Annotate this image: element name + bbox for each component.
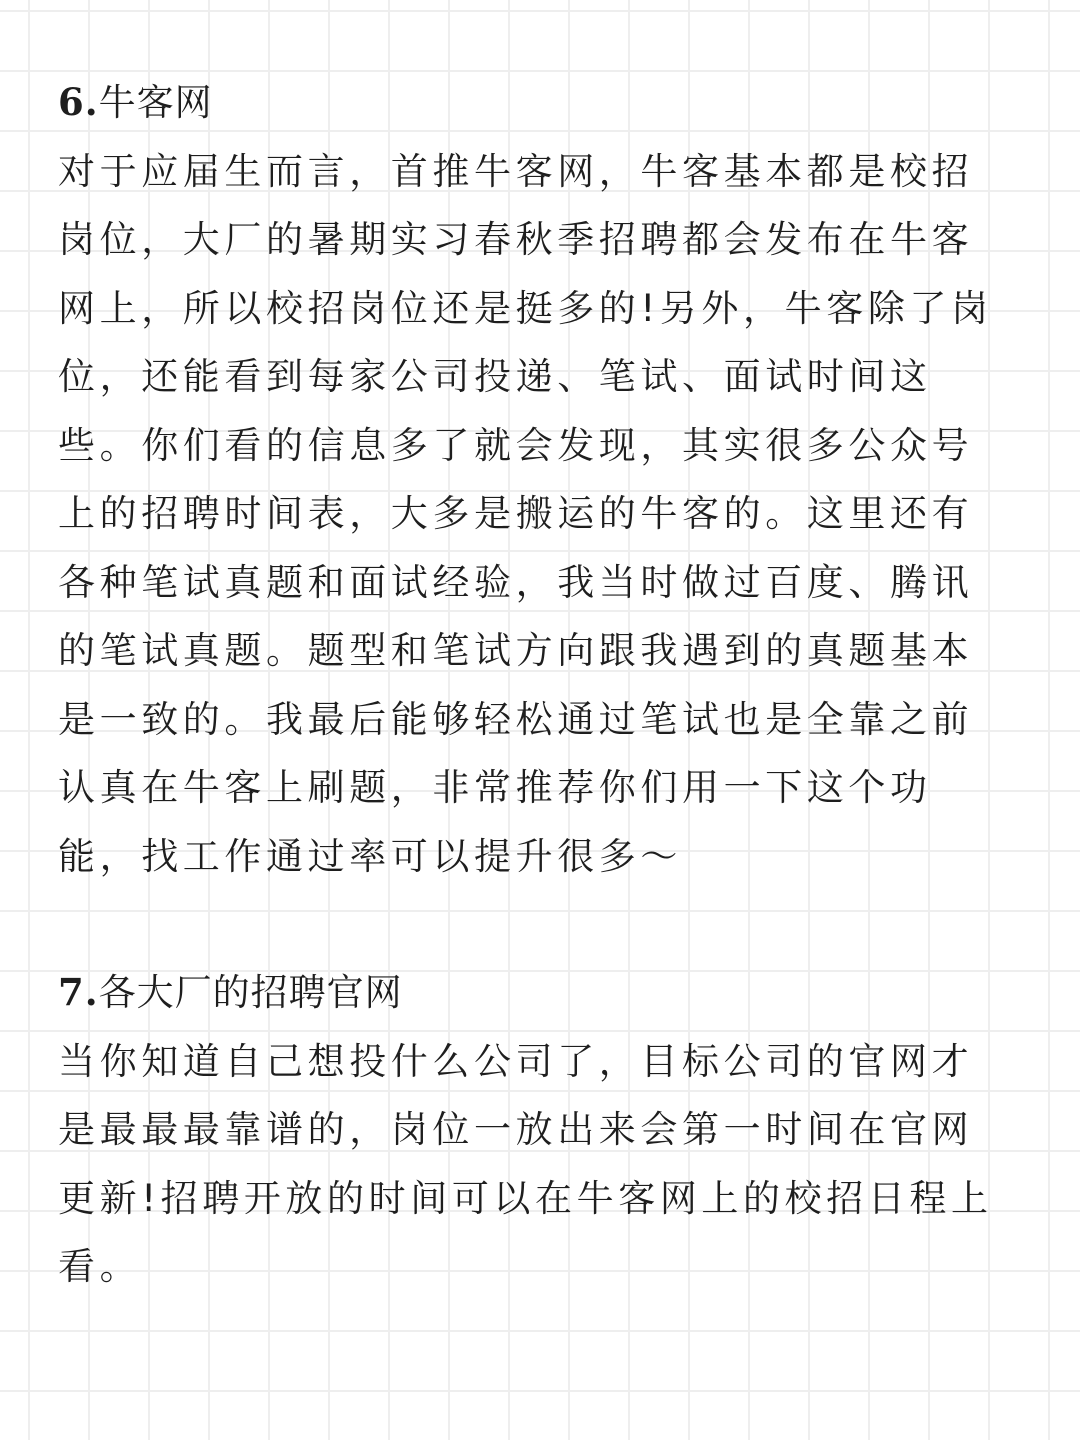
section-title — [58, 958, 1022, 1028]
section-title — [58, 68, 1022, 138]
paragraph-line: 的笔试真题。题型和笔试方向跟我遇到的真题基本 — [58, 629, 974, 672]
paragraph-line: 岗位，大厂的暑期实习春秋季招聘都会发布在牛客 — [58, 218, 974, 261]
paragraph-line: 看。 — [58, 1245, 142, 1288]
paragraph-line: 网上，所以校招岗位还是挺多的!另外，牛客除了岗 — [58, 286, 993, 330]
section-title-text: 牛客网 — [98, 81, 213, 124]
section-paragraph — [58, 138, 1022, 892]
section-number: 6. — [58, 80, 99, 124]
paragraph-line: 位，还能看到每家公司投递、笔试、面试时间这 — [58, 355, 932, 398]
paragraph-line: 能，找工作通过率可以提升很多～ — [58, 834, 682, 878]
paragraph-line: 认真在牛客上刷题，非常推荐你们用一下这个功 — [58, 766, 932, 809]
paragraph-line: 是最最最靠谱的，岗位一放出来会第一时间在官网 — [58, 1108, 974, 1151]
section-title-text: 各大厂的招聘官网 — [98, 971, 403, 1014]
section-company-sites — [58, 958, 1022, 1302]
paragraph-line: 对于应届生而言，首推牛客网，牛客基本都是校招 — [58, 149, 974, 193]
paragraph-line: 各种笔试真题和面试经验，我当时做过百度、腾讯 — [58, 560, 974, 604]
paragraph-line: 上的招聘时间表，大多是搬运的牛客的。这里还有 — [58, 492, 974, 535]
paragraph-line: 更新!招聘开放的时间可以在牛客网上的校招日程上 — [58, 1176, 993, 1220]
section-niuke — [58, 68, 1022, 891]
section-paragraph — [58, 1028, 1022, 1302]
paragraph-line: 当你知道自己想投什么公司了，目标公司的官网才 — [58, 1039, 974, 1083]
section-number: 7. — [58, 970, 99, 1014]
paragraph-line: 些。你们看的信息多了就会发现，其实很多公众号 — [58, 423, 974, 467]
paragraph-line: 是一致的。我最后能够轻松通过笔试也是全靠之前 — [58, 697, 974, 741]
